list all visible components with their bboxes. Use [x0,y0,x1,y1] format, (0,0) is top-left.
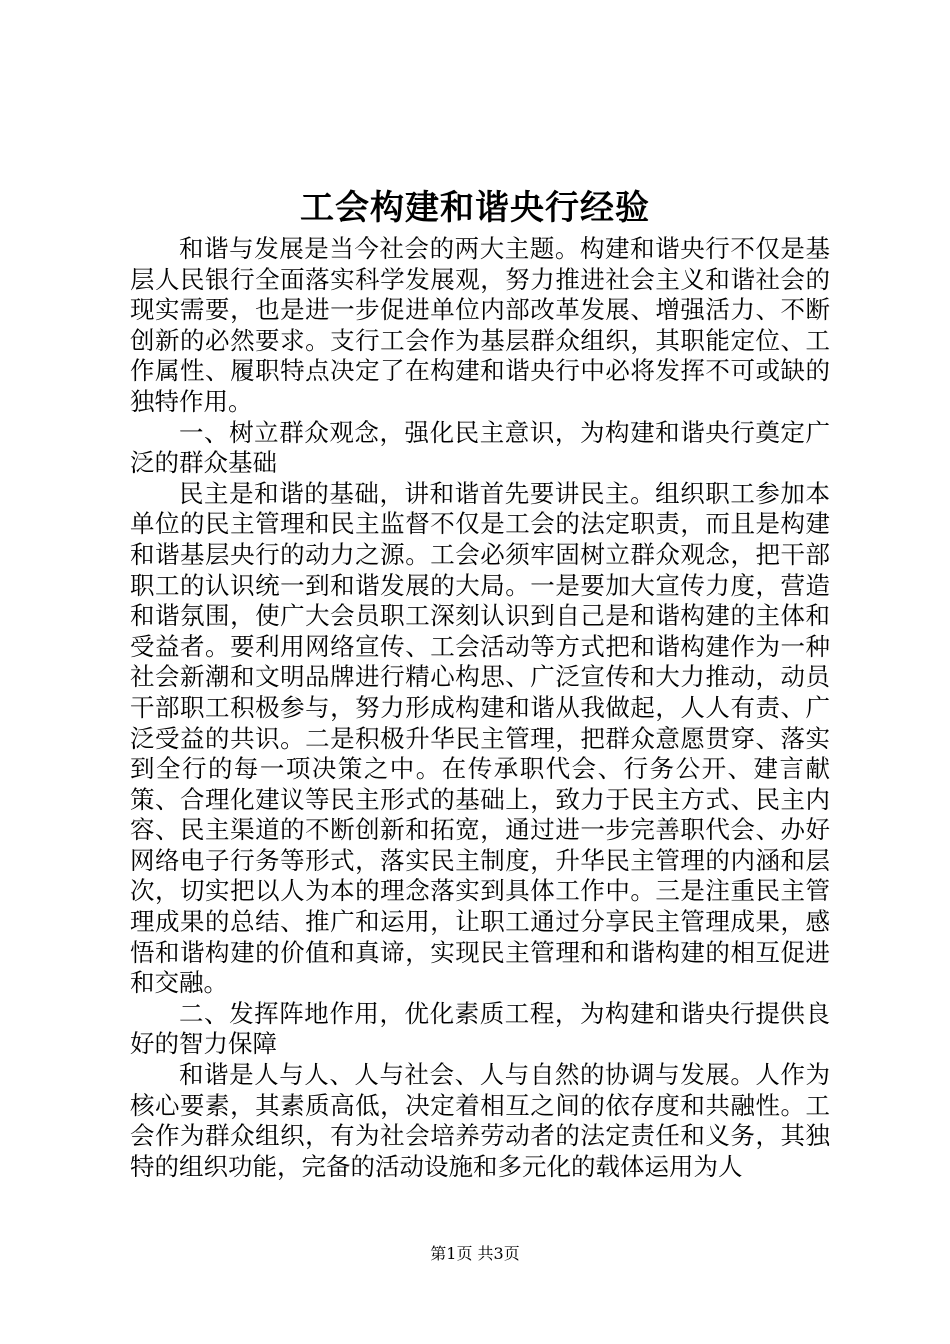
document-body [130,234,830,1182]
paragraph-section-2: 和谐是人与人、人与社会、人与自然的协调与发展。人作为核心要素，其素质高低，决定着相互之间的依存度和共融性。工会作为群众组织，有为社会培养劳动者的法定责任和义务，其独特的组织功能，完备的活动设施和多元化的载体运用为人 [130,1060,830,1181]
document-title: 工会构建和谐央行经验 [300,188,650,228]
paragraph-section-1: 民主是和谐的基础，讲和谐首先要讲民主。组织职工参加本单位的民主管理和民主监督不仅是工会的法定职责，而且是构建和谐基层央行的动力之源。工会必须牢固树立群众观念，把干部职工的认识统一到和谐发展的大局。一是要加大宣传力度，营造和谐氛围，使广大会员职工深刻认识到自己是和谐构建的主体和受益者。要利用网络宣传、工会活动等方式把和谐构建作为一种社会新潮和文明品牌进行精心构思、广泛宣传和大力推动，动员干部职工积极参与，努力形成构建和谐从我做起，人人有责、广泛受益的共识。二是积极升华民主管理，把群众意愿贯穿、落实到全行的每一项决策之中。在传承职代会、行务公开、建言献策、合理化建议等民主形式的基础上，致力于民主方式、民主内容、民主渠道的不断创新和拓宽，通过进一步完善职代会、办好网络电子行务等形式，落实民主制度，升华民主管理的内涵和层次，切实把以人为本的理念落实到具体工作中。三是注重民主管理成果的总结、推广和运用，让职工通过分享民主管理成果，感悟和谐构建的价值和真谛，实现民主管理和和谐构建的相互促进和交融。 [130,478,830,998]
page-number-footer: 第1页 共3页 [430,1244,520,1263]
section-heading-1: 一、树立群众观念，强化民主意识，为构建和谐央行奠定广泛的群众基础 [130,417,830,478]
section-heading-2: 二、发挥阵地作用，优化素质工程，为构建和谐央行提供良好的智力保障 [130,998,830,1059]
paragraph-intro: 和谐与发展是当今社会的两大主题。构建和谐央行不仅是基层人民银行全面落实科学发展观，努力推进社会主义和谐社会的现实需要，也是进一步促进单位内部改革发展、增强活力、不断创新的必然要求。支行工会作为基层群众组织，其职能定位、工作属性、履职特点决定了在构建和谐央行中必将发挥不可或缺的独特作用。 [130,234,830,416]
